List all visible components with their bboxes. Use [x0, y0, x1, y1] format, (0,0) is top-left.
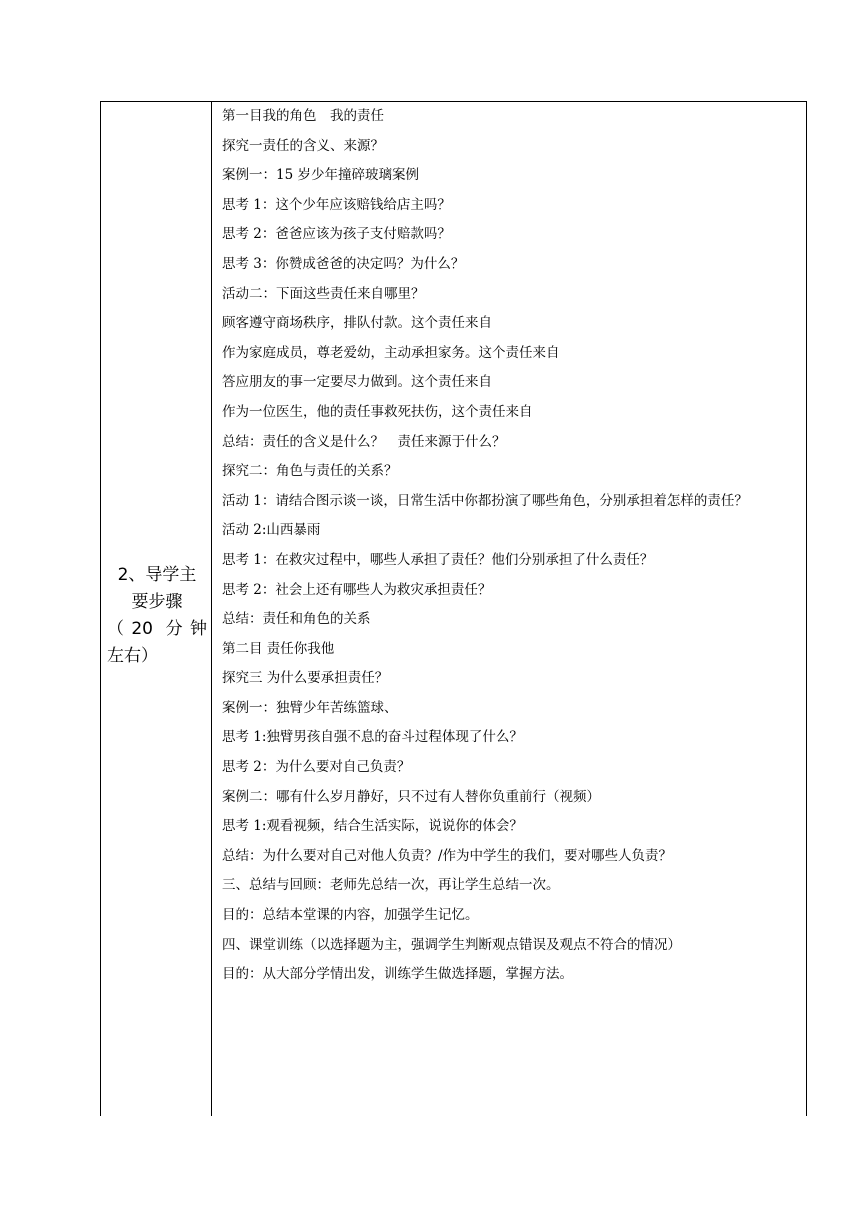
content-line: 顾客遵守商场秩序，排队付款。这个责任来自: [222, 315, 492, 332]
content-line: 答应朋友的事一定要尽力做到。这个责任来自: [222, 374, 492, 391]
content-line: 思考 2：为什么要对自己负责？: [222, 759, 411, 776]
content-line: 探究二：角色与责任的关系？: [222, 463, 398, 480]
content-line: 探究三 为什么要承担责任？: [222, 670, 389, 687]
content-line: 思考 1：这个少年应该赔钱给店主吗？: [222, 196, 451, 213]
content-line: 作为家庭成员，尊老爱幼，主动承担家务。这个责任来自: [222, 344, 560, 361]
content-line: 目的：从大部分学情出发，训练学生做选择题，掌握方法。: [222, 966, 573, 983]
content-line: 案例二：哪有什么岁月静好，只不过有人替你负重前行（视频）: [222, 788, 600, 805]
lesson-table: [100, 101, 807, 1116]
content-line: 思考 3：你赞成爸爸的决定吗？为什么？: [222, 255, 465, 272]
step-label-line-4: 左右）: [107, 646, 158, 666]
content-line: 思考 1:观看视频，结合生活实际，说说你的体会？: [222, 818, 523, 835]
content-line: 活动 2:山西暴雨: [222, 522, 321, 539]
content-line: 第一目我的角色 我的责任: [222, 108, 384, 124]
content-line: 总结：为什么要对自己对他人负责？/作为中学生的我们，要对哪些人负责？: [222, 847, 673, 864]
content-line: 案例一：独臂少年苦练篮球、: [222, 699, 398, 716]
content-line: 思考 2：爸爸应该为孩子支付赔款吗？: [222, 226, 451, 243]
table-right-border: [806, 102, 807, 1116]
content-line: 总结：责任和角色的关系: [222, 611, 371, 628]
content-line: 思考 1：在救灾过程中，哪些人承担了责任？他们分别承担了什么责任？: [222, 551, 654, 568]
content-line: 三、总结与回顾：老师先总结一次，再让学生总结一次。: [222, 877, 560, 894]
content-line: 思考 1:独臂男孩自强不息的奋斗过程体现了什么？: [222, 729, 523, 746]
step-label-line-3: （20 分钟: [107, 619, 207, 639]
content-line: 四、课堂训练（以选择题为主，强调学生判断观点错误及观点不符合的情况）: [222, 936, 681, 953]
content-line: 第二目 责任你我他: [222, 640, 335, 657]
content-line: 思考 2：社会上还有哪些人为救灾承担责任？: [222, 581, 492, 598]
content-line: 活动二：下面这些责任来自哪里？: [222, 285, 425, 302]
content-cell: [222, 106, 802, 994]
step-label: [107, 562, 207, 670]
content-line: 目的：总结本堂课的内容，加强学生记忆。: [222, 907, 479, 924]
step-label-line-1: 2、导学主: [117, 565, 197, 585]
content-line: 案例一：15 岁少年撞碎玻璃案例: [222, 167, 419, 184]
content-line: 探究一责任的含义、来源？: [222, 137, 384, 154]
content-line: 作为一位医生，他的责任事救死扶伤，这个责任来自: [222, 403, 533, 420]
content-line: 总结：责任的含义是什么？ 责任来源于什么？: [222, 433, 506, 450]
step-label-line-2: 要步骤: [131, 592, 183, 612]
content-line: 活动 1：请结合图示谈一谈，日常生活中你都扮演了哪些角色，分别承担着怎样的责任？: [222, 492, 748, 509]
step-cell: [100, 102, 212, 1116]
